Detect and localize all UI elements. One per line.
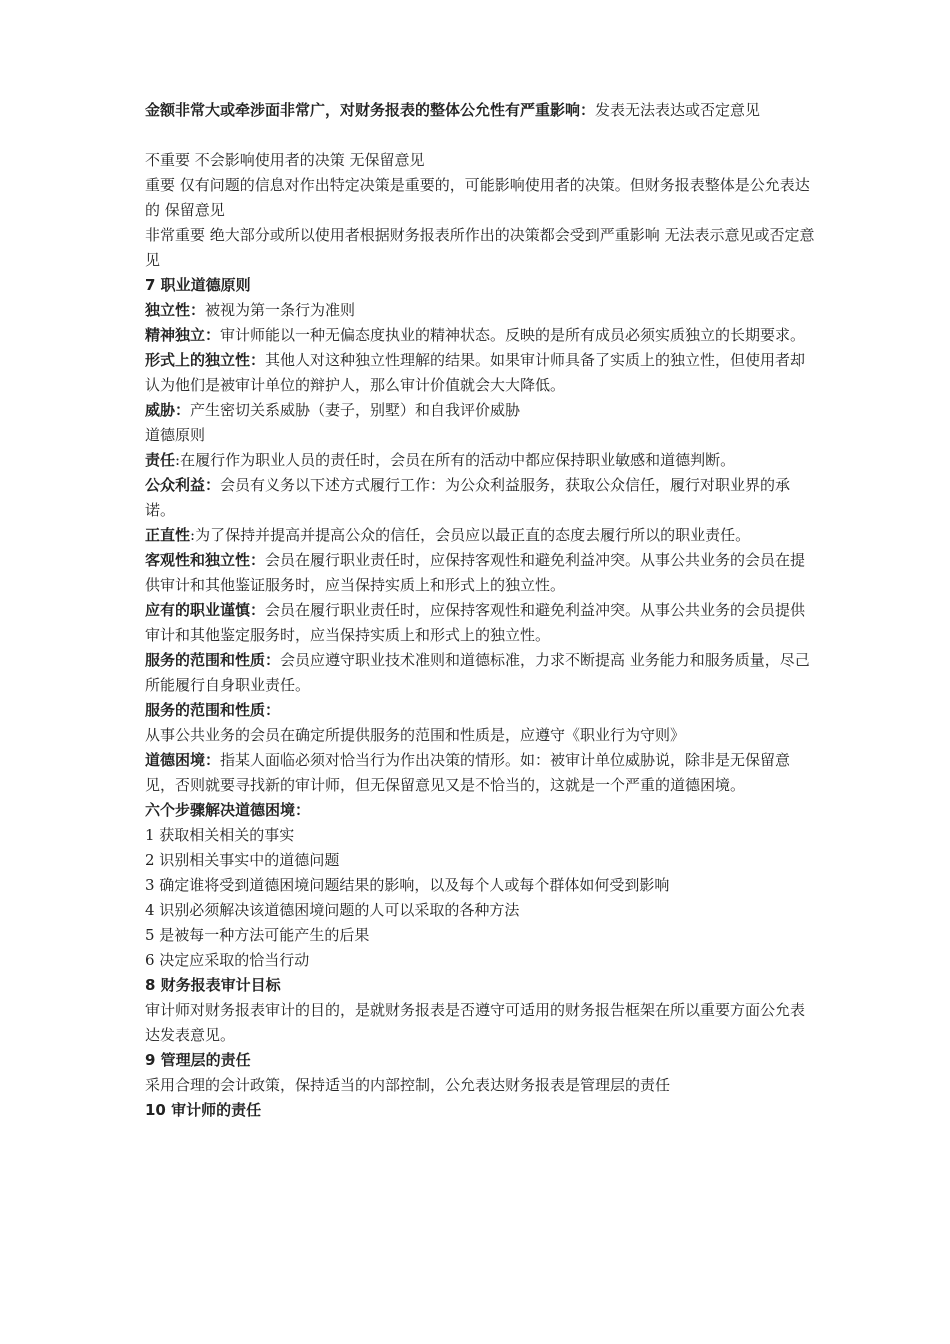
- paragraph-text: 2 识别相关事实中的道德问题: [145, 851, 340, 869]
- section-heading: 8 财务报表审计目标: [145, 976, 281, 994]
- section-heading: 7 职业道德原则: [145, 276, 251, 294]
- term-label: 正直性: [145, 526, 191, 544]
- paragraph: [145, 798, 815, 823]
- term-label: 服务的范围和性质：: [145, 651, 281, 669]
- paragraph: [145, 898, 815, 923]
- term-label: 公众利益：: [145, 476, 221, 494]
- term-label: 责任: [145, 451, 176, 469]
- term-label: 精神独立：: [145, 326, 221, 344]
- paragraph-text: 从事公共业务的会员在确定所提供服务的范围和性质是，应遵守《职业行为守则》: [145, 726, 686, 744]
- paragraph: [145, 473, 815, 523]
- paragraph-text: 审计师对财务报表审计的目的，是就财务报表是否遵守可适用的财务报告框架在所以重要方面公允表达发表意见。: [145, 1001, 806, 1044]
- term-label: 形式上的独立性：: [145, 351, 266, 369]
- paragraph: [145, 348, 815, 398]
- paragraph: [145, 823, 815, 848]
- paragraph: [145, 923, 815, 948]
- paragraph-text: 重要 仅有问题的信息对作出特定决策是重要的，可能影响使用者的决策。但财务报表整体是公允表达的 保留意见: [145, 176, 810, 219]
- paragraph-gap: [145, 123, 815, 148]
- paragraph-text: 1 获取相关相关的事实: [145, 826, 295, 844]
- paragraph-text: 被视为第一条行为准则: [205, 301, 356, 319]
- term-label: 道德困境：: [145, 751, 221, 769]
- term-label: 服务的范围和性质：: [145, 701, 281, 719]
- paragraph: [145, 398, 815, 423]
- paragraph: [145, 323, 815, 348]
- paragraph: [145, 223, 815, 273]
- paragraph: [145, 1073, 815, 1098]
- paragraph-text: :在履行作为职业人员的责任时，会员在所有的活动中都应保持职业敏感和道德判断。: [175, 451, 736, 469]
- paragraph: [145, 148, 815, 173]
- paragraph: [145, 648, 815, 698]
- paragraph-text: 采用合理的会计政策，保持适当的内部控制，公允表达财务报表是管理层的责任: [145, 1076, 671, 1094]
- paragraph: [145, 748, 815, 798]
- paragraph: [145, 873, 815, 898]
- paragraph-text: 指某人面临必须对恰当行为作出决策的情形。如：被审计单位威胁说，除非是无保留意见，否则就要寻找新的审计师，但无保留意见又是不恰当的，这就是一个严重的道德困境。: [145, 751, 791, 794]
- paragraph-text: 审计师能以一种无偏态度执业的精神状态。反映的是所有成员必须实质独立的长期要求。: [220, 326, 806, 344]
- paragraph-text: 4 识别必须解决该道德困境问题的人可以采取的各种方法: [145, 901, 520, 919]
- paragraph-text: 产生密切关系威胁（妻子，别墅）和自我评价威胁: [190, 401, 521, 419]
- paragraph-text: 道德原则: [145, 426, 206, 444]
- paragraph: [145, 698, 815, 748]
- paragraph-text: 其他人对这种独立性理解的结果。如果审计师具备了实质上的独立性，但使用者却认为他们是被审计单位的辩护人，那么审计价值就会大大降低。: [145, 351, 806, 394]
- paragraph-text: 6 决定应采取的恰当行动: [145, 951, 310, 969]
- paragraph: [145, 173, 815, 223]
- paragraph-text: 5 是被每一种方法可能产生的后果: [145, 926, 370, 944]
- paragraph-text: 会员有义务以下述方式履行工作：为公众利益服务，获取公众信任，履行对职业界的承诺。: [145, 476, 791, 519]
- term-label: 金额非常大或牵涉面非常广，对财务报表的整体公允性有严重影响：: [145, 101, 596, 119]
- paragraph-text: :为了保持并提高并提高公众的信任，会员应以最正直的态度去履行所以的职业责任。: [190, 526, 751, 544]
- document-body: [145, 98, 815, 1123]
- term-label: 六个步骤解决道德困境：: [145, 801, 311, 819]
- paragraph-text: 非常重要 绝大部分或所以使用者根据财务报表所作出的决策都会受到严重影响 无法表示意见或否定意见: [145, 226, 815, 269]
- paragraph: [145, 548, 815, 598]
- paragraph: [145, 423, 815, 448]
- term-label: 客观性和独立性：: [145, 551, 266, 569]
- paragraph: [145, 848, 815, 873]
- paragraph-text: 不重要 不会影响使用者的决策 无保留意见: [145, 151, 425, 169]
- term-label: 应有的职业谨慎：: [145, 601, 266, 619]
- paragraph: [145, 448, 815, 473]
- paragraph-text: 会员应遵守职业技术准则和道德标准，力求不断提高 业务能力和服务质量，尽己所能履行自身职业责任。: [145, 651, 810, 694]
- paragraph: [145, 598, 815, 648]
- paragraph-text: 会员在履行职业责任时，应保持客观性和避免利益冲突。从事公共业务的会员提供审计和其他鉴定服务时，应当保持实质上和形式上的独立性。: [145, 601, 806, 644]
- paragraph: [145, 948, 815, 973]
- paragraph: [145, 98, 815, 123]
- paragraph: [145, 298, 815, 323]
- paragraph-text: 发表无法表达或否定意见: [595, 101, 761, 119]
- paragraph: [145, 998, 815, 1048]
- paragraph: [145, 523, 815, 548]
- paragraph-text: 会员在履行职业责任时，应保持客观性和避免利益冲突。从事公共业务的会员在提供审计和其他鉴证服务时，应当保持实质上和形式上的独立性。: [145, 551, 806, 594]
- term-label: 独立性：: [145, 301, 206, 319]
- section-heading: 10 审计师的责任: [145, 1101, 262, 1119]
- term-label: 威胁：: [145, 401, 191, 419]
- section-heading: 9 管理层的责任: [145, 1051, 251, 1069]
- paragraph-text: 3 确定谁将受到道德困境问题结果的影响，以及每个人或每个群体如何受到影响: [145, 876, 670, 894]
